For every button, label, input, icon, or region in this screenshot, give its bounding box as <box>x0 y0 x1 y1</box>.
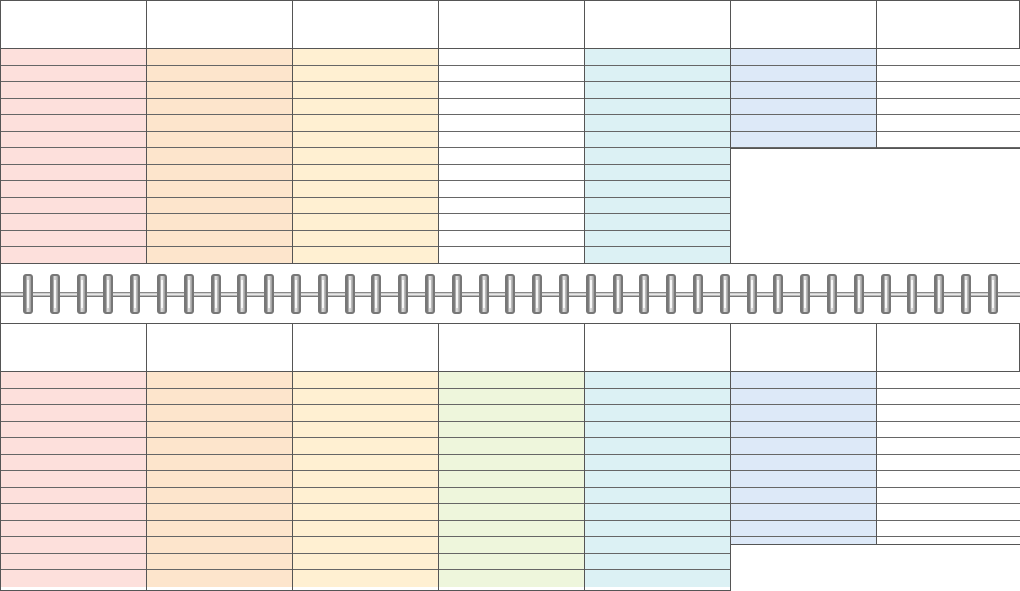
time-slot[interactable] <box>147 504 292 521</box>
time-slot[interactable] <box>439 214 584 231</box>
binding-ring <box>747 274 757 314</box>
day-header <box>147 1 292 48</box>
time-slot[interactable] <box>147 148 292 165</box>
time-slot[interactable] <box>877 405 1020 422</box>
time-slot[interactable] <box>585 181 730 198</box>
time-slot[interactable] <box>585 372 730 389</box>
time-slots <box>877 371 1020 554</box>
date-cell <box>770 170 774 178</box>
time-slot[interactable] <box>585 49 730 66</box>
time-slot[interactable] <box>439 537 584 554</box>
time-slot[interactable] <box>1 132 146 149</box>
mini-calendar-dezember <box>743 155 774 226</box>
day-header <box>1 324 146 371</box>
day-column <box>293 324 439 591</box>
day-header <box>877 1 1020 48</box>
binding-ring <box>77 274 87 314</box>
date-cell <box>770 202 774 210</box>
time-slot[interactable] <box>585 115 730 132</box>
binding-ring <box>264 274 274 314</box>
time-slot[interactable] <box>1 521 146 538</box>
date-cell <box>770 162 774 170</box>
time-slot[interactable] <box>293 231 438 248</box>
time-slot[interactable] <box>731 389 876 406</box>
time-slot[interactable] <box>1 198 146 215</box>
time-slot[interactable] <box>1 504 146 521</box>
date-cell <box>770 210 774 218</box>
binding-ring <box>907 274 917 314</box>
time-slot[interactable] <box>1 405 146 422</box>
day-column <box>147 324 293 591</box>
day-header <box>293 324 438 371</box>
time-slot[interactable] <box>585 488 730 505</box>
date-cell <box>770 186 774 194</box>
time-slot[interactable] <box>585 438 730 455</box>
time-slot[interactable] <box>877 66 1020 83</box>
time-slot[interactable] <box>147 214 292 231</box>
time-slot[interactable] <box>731 99 876 116</box>
time-slot[interactable] <box>585 521 730 538</box>
time-slot[interactable] <box>877 422 1020 439</box>
binding-ring <box>532 274 542 314</box>
time-slot[interactable] <box>877 455 1020 472</box>
binding-ring <box>559 274 569 314</box>
time-slots <box>293 48 438 264</box>
time-slots <box>439 371 584 587</box>
time-slots <box>147 371 292 587</box>
time-slot[interactable] <box>731 471 876 488</box>
time-slot[interactable] <box>1 554 146 571</box>
time-slot[interactable] <box>1 165 146 182</box>
time-slot[interactable] <box>293 99 438 116</box>
time-slot[interactable] <box>439 181 584 198</box>
time-slot[interactable] <box>1 181 146 198</box>
weekday-label <box>743 202 750 210</box>
time-slot[interactable] <box>731 455 876 472</box>
time-slot[interactable] <box>293 115 438 132</box>
time-slot[interactable] <box>585 99 730 116</box>
time-slot[interactable] <box>585 504 730 521</box>
time-slot[interactable] <box>439 132 584 149</box>
time-slot[interactable] <box>147 82 292 99</box>
time-slot[interactable] <box>147 554 292 571</box>
time-slot[interactable] <box>293 455 438 472</box>
time-slot[interactable] <box>877 82 1020 99</box>
binding-ring <box>211 274 221 314</box>
time-slot[interactable] <box>731 115 876 132</box>
binding-ring <box>720 274 730 314</box>
time-slots <box>439 48 584 264</box>
day-header <box>147 324 292 371</box>
weekday-label <box>743 210 750 218</box>
time-slot[interactable] <box>439 422 584 439</box>
time-slot[interactable] <box>439 570 584 587</box>
time-slot[interactable] <box>147 181 292 198</box>
time-slot[interactable] <box>439 471 584 488</box>
binding-ring <box>130 274 140 314</box>
time-slot[interactable] <box>585 132 730 149</box>
time-slot[interactable] <box>439 405 584 422</box>
time-slot[interactable] <box>439 372 584 389</box>
binding-ring <box>693 274 703 314</box>
binding-ring <box>988 274 998 314</box>
time-slot[interactable] <box>147 455 292 472</box>
time-slot[interactable] <box>439 198 584 215</box>
time-slot[interactable] <box>293 471 438 488</box>
time-slot[interactable] <box>147 537 292 554</box>
day-column <box>585 1 731 263</box>
time-slot[interactable] <box>293 198 438 215</box>
binding-ring <box>854 274 864 314</box>
time-slot[interactable] <box>147 198 292 215</box>
time-slot[interactable] <box>731 504 876 521</box>
time-slot[interactable] <box>585 231 730 248</box>
time-slot[interactable] <box>877 115 1020 132</box>
month-title-box <box>730 544 1020 591</box>
time-slot[interactable] <box>585 82 730 99</box>
time-slot[interactable] <box>439 438 584 455</box>
weekday-label <box>743 194 750 202</box>
spiral-binding <box>1 263 1020 324</box>
day-column <box>1 1 147 263</box>
binding-ring <box>23 274 33 314</box>
time-slot[interactable] <box>1 488 146 505</box>
weekday-label <box>743 178 750 186</box>
time-slot[interactable] <box>439 231 584 248</box>
kw-label <box>743 218 750 226</box>
time-slot[interactable] <box>585 389 730 406</box>
time-slot[interactable] <box>439 148 584 165</box>
time-slot[interactable] <box>293 389 438 406</box>
time-slot[interactable] <box>731 488 876 505</box>
time-slot[interactable] <box>293 438 438 455</box>
time-slot[interactable] <box>439 115 584 132</box>
binding-ring <box>800 274 810 314</box>
binding-ring <box>425 274 435 314</box>
time-slot[interactable] <box>439 488 584 505</box>
time-slot[interactable] <box>147 247 292 264</box>
day-column <box>439 324 585 591</box>
binding-ring <box>773 274 783 314</box>
time-slot[interactable] <box>293 181 438 198</box>
binding-ring <box>398 274 408 314</box>
binding-ring <box>613 274 623 314</box>
time-slot[interactable] <box>877 488 1020 505</box>
time-slot[interactable] <box>439 521 584 538</box>
time-slot[interactable] <box>1 422 146 439</box>
binding-ring <box>371 274 381 314</box>
time-slot[interactable] <box>1 438 146 455</box>
binding-ring <box>184 274 194 314</box>
time-slot[interactable] <box>877 132 1020 149</box>
time-slot[interactable] <box>1 471 146 488</box>
weekday-label <box>743 170 750 178</box>
binding-ring <box>639 274 649 314</box>
day-column <box>439 1 585 263</box>
time-slot[interactable] <box>1 66 146 83</box>
time-slots <box>1 48 146 264</box>
day-header <box>731 1 876 48</box>
time-slot[interactable] <box>877 389 1020 406</box>
binding-ring <box>103 274 113 314</box>
day-header <box>585 1 730 48</box>
time-slot[interactable] <box>293 66 438 83</box>
time-slot[interactable] <box>293 405 438 422</box>
time-slots <box>147 48 292 264</box>
time-slot[interactable] <box>1 148 146 165</box>
time-slot[interactable] <box>147 488 292 505</box>
time-slot[interactable] <box>585 405 730 422</box>
time-slot[interactable] <box>877 99 1020 116</box>
time-slot[interactable] <box>731 405 876 422</box>
binding-ring <box>452 274 462 314</box>
date-cell <box>770 194 774 202</box>
binding-ring <box>505 274 515 314</box>
time-slot[interactable] <box>1 49 146 66</box>
time-slot[interactable] <box>147 405 292 422</box>
time-slot[interactable] <box>585 66 730 83</box>
time-slot[interactable] <box>731 372 876 389</box>
time-slot[interactable] <box>293 554 438 571</box>
binding-ring <box>934 274 944 314</box>
binding-ring <box>666 274 676 314</box>
time-slot[interactable] <box>439 165 584 182</box>
time-slot[interactable] <box>877 438 1020 455</box>
time-slot[interactable] <box>147 99 292 116</box>
time-slot[interactable] <box>293 521 438 538</box>
day-header <box>1 1 146 48</box>
time-slot[interactable] <box>585 214 730 231</box>
binding-ring <box>827 274 837 314</box>
weekday-label <box>743 186 750 194</box>
time-slot[interactable] <box>293 537 438 554</box>
time-slot[interactable] <box>877 471 1020 488</box>
day-header <box>439 1 584 48</box>
time-slot[interactable] <box>877 504 1020 521</box>
time-slot[interactable] <box>439 247 584 264</box>
time-slot[interactable] <box>439 66 584 83</box>
time-slot[interactable] <box>585 554 730 571</box>
time-slot[interactable] <box>585 471 730 488</box>
time-slot[interactable] <box>439 554 584 571</box>
time-slot[interactable] <box>585 455 730 472</box>
time-slot[interactable] <box>1 99 146 116</box>
time-slots <box>877 48 1020 148</box>
time-slot[interactable] <box>439 49 584 66</box>
time-slots <box>585 371 730 587</box>
time-slot[interactable] <box>1 231 146 248</box>
time-slot[interactable] <box>147 471 292 488</box>
time-slot[interactable] <box>439 99 584 116</box>
kw-cell <box>766 218 770 226</box>
binding-ring <box>291 274 301 314</box>
time-slot[interactable] <box>293 82 438 99</box>
day-column <box>1 324 147 591</box>
day-header <box>439 324 584 371</box>
binding-ring <box>237 274 247 314</box>
time-slot[interactable] <box>1 247 146 264</box>
time-slot[interactable] <box>731 438 876 455</box>
day-column <box>293 1 439 263</box>
day-header <box>731 324 876 371</box>
time-slot[interactable] <box>1 82 146 99</box>
binding-ring <box>345 274 355 314</box>
mini-calendar-box <box>730 148 1020 263</box>
day-header <box>877 324 1020 371</box>
day-header <box>293 1 438 48</box>
time-slot[interactable] <box>147 372 292 389</box>
binding-ring <box>479 274 489 314</box>
time-slot[interactable] <box>731 66 876 83</box>
time-slot[interactable] <box>147 570 292 587</box>
time-slot[interactable] <box>877 521 1020 538</box>
time-slot[interactable] <box>1 537 146 554</box>
binding-ring <box>318 274 328 314</box>
time-slot[interactable] <box>293 214 438 231</box>
time-slots <box>293 371 438 587</box>
time-slot[interactable] <box>439 504 584 521</box>
mini-calendar-grid <box>743 162 774 226</box>
time-slot[interactable] <box>585 148 730 165</box>
binding-ring <box>881 274 891 314</box>
time-slot[interactable] <box>147 521 292 538</box>
time-slot[interactable] <box>147 132 292 149</box>
time-slot[interactable] <box>877 372 1020 389</box>
time-slot[interactable] <box>731 521 876 538</box>
time-slot[interactable] <box>1 389 146 406</box>
time-slot[interactable] <box>439 389 584 406</box>
time-slot[interactable] <box>731 82 876 99</box>
binding-ring <box>157 274 167 314</box>
time-slot[interactable] <box>147 115 292 132</box>
time-slot[interactable] <box>293 49 438 66</box>
time-slot[interactable] <box>293 247 438 264</box>
time-slot[interactable] <box>585 537 730 554</box>
time-slot[interactable] <box>147 66 292 83</box>
time-slot[interactable] <box>293 372 438 389</box>
time-slot[interactable] <box>439 82 584 99</box>
day-header <box>585 324 730 371</box>
time-slot[interactable] <box>585 165 730 182</box>
time-slot[interactable] <box>877 49 1020 66</box>
time-slot[interactable] <box>147 231 292 248</box>
time-slot[interactable] <box>731 49 876 66</box>
time-slot[interactable] <box>293 570 438 587</box>
time-slot[interactable] <box>731 422 876 439</box>
time-slot[interactable] <box>1 455 146 472</box>
time-slot[interactable] <box>1 115 146 132</box>
time-slots <box>585 48 730 264</box>
date-cell <box>770 178 774 186</box>
time-slots <box>731 48 876 148</box>
day-column <box>147 1 293 263</box>
time-slot[interactable] <box>293 504 438 521</box>
time-slot[interactable] <box>585 247 730 264</box>
time-slots <box>1 371 146 587</box>
time-slot[interactable] <box>147 389 292 406</box>
time-slot[interactable] <box>293 488 438 505</box>
day-column <box>585 324 731 591</box>
binding-ring <box>961 274 971 314</box>
time-slot[interactable] <box>147 165 292 182</box>
time-slot[interactable] <box>293 165 438 182</box>
time-slot[interactable] <box>731 132 876 149</box>
time-slot[interactable] <box>293 148 438 165</box>
time-slot[interactable] <box>585 198 730 215</box>
time-slot[interactable] <box>293 132 438 149</box>
binding-ring <box>586 274 596 314</box>
time-slot[interactable] <box>147 422 292 439</box>
time-slot[interactable] <box>585 570 730 587</box>
time-slot[interactable] <box>1 372 146 389</box>
time-slot[interactable] <box>585 422 730 439</box>
weekday-label <box>743 162 750 170</box>
time-slot[interactable] <box>439 455 584 472</box>
time-slot[interactable] <box>1 570 146 587</box>
time-slot[interactable] <box>1 214 146 231</box>
time-slot[interactable] <box>293 422 438 439</box>
binding-ring <box>50 274 60 314</box>
time-slots <box>731 371 876 554</box>
time-slot[interactable] <box>147 49 292 66</box>
time-slot[interactable] <box>147 438 292 455</box>
